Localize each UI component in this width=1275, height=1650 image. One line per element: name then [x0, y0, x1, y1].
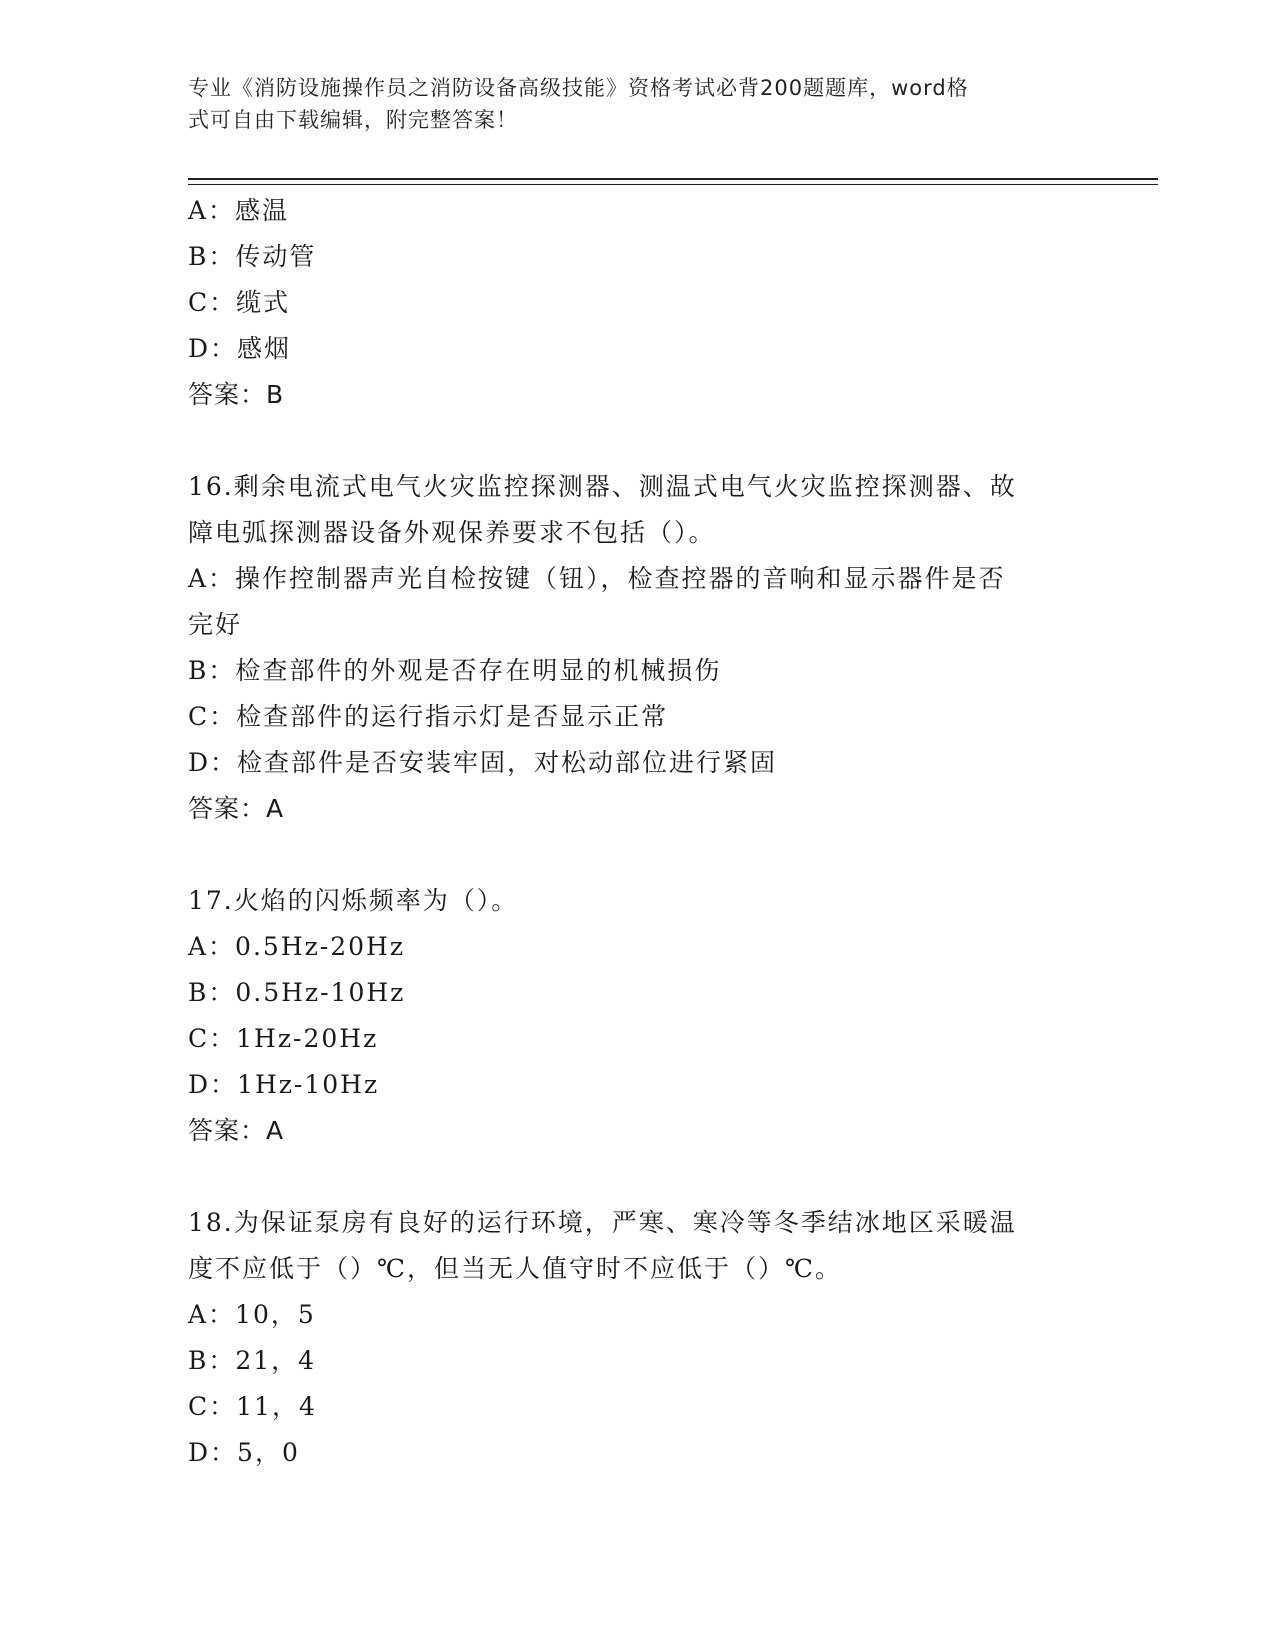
option-c: C：缆式: [188, 288, 291, 317]
option-a-line-1: A：操作控制器声光自检按键（钮），检查控器的音响和显示器件是否: [188, 564, 1006, 593]
question-list: [188, 188, 1088, 1476]
option-c: C：1Hz-20Hz: [188, 1024, 379, 1053]
question-16: [188, 464, 1088, 832]
question-stem: 17.火焰的闪烁频率为（）。: [188, 886, 519, 915]
question-stem-line-2: 度不应低于（）℃，但当无人值守时不应低于（）℃。: [188, 1254, 842, 1283]
option-d: D：5，0: [188, 1438, 300, 1467]
answer: 答案：A: [188, 1116, 285, 1145]
header-line-1: 专业《消防设施操作员之消防设备高级技能》资格考试必背200题题库，word格: [188, 76, 969, 100]
header-line-2: 式可自由下载编辑，附完整答案！: [188, 108, 518, 132]
option-b: B：传动管: [188, 242, 317, 271]
option-d: D：感烟: [188, 334, 292, 363]
question-stem-line-1: 16.剩余电流式电气火灾监控探测器、测温式电气火灾监控探测器、故: [188, 472, 1017, 501]
option-a: A：感温: [188, 196, 290, 225]
option-c: C：检查部件的运行指示灯是否显示正常: [188, 702, 669, 731]
option-a: A：0.5Hz-20Hz: [188, 932, 406, 961]
question-15: [188, 188, 1088, 418]
spacer: [188, 418, 1088, 464]
question-18: [188, 1200, 1088, 1476]
header-divider-thick: [188, 178, 1158, 180]
option-b: B：检查部件的外观是否存在明显的机械损伤: [188, 656, 722, 685]
header-divider-thin: [188, 184, 1158, 185]
spacer: [188, 1154, 1088, 1200]
document-header: [188, 72, 1068, 136]
question-17: [188, 878, 1088, 1154]
option-b: B：0.5Hz-10Hz: [188, 978, 406, 1007]
answer: 答案：A: [188, 794, 285, 823]
spacer: [188, 832, 1088, 878]
option-a: A：10，5: [188, 1300, 316, 1329]
option-d: D：检查部件是否安装牢固，对松动部位进行紧固: [188, 748, 778, 777]
option-a-line-2: 完好: [188, 610, 243, 639]
option-b: B：21，4: [188, 1346, 317, 1375]
answer: 答案：B: [188, 380, 285, 409]
option-c: C：11，4: [188, 1392, 317, 1421]
question-stem-line-2: 障电弧探测器设备外观保养要求不包括（）。: [188, 518, 716, 547]
option-d: D：1Hz-10Hz: [188, 1070, 380, 1099]
question-stem-line-1: 18.为保证泵房有良好的运行环境，严寒、寒冷等冬季结冰地区采暖温: [188, 1208, 1017, 1237]
